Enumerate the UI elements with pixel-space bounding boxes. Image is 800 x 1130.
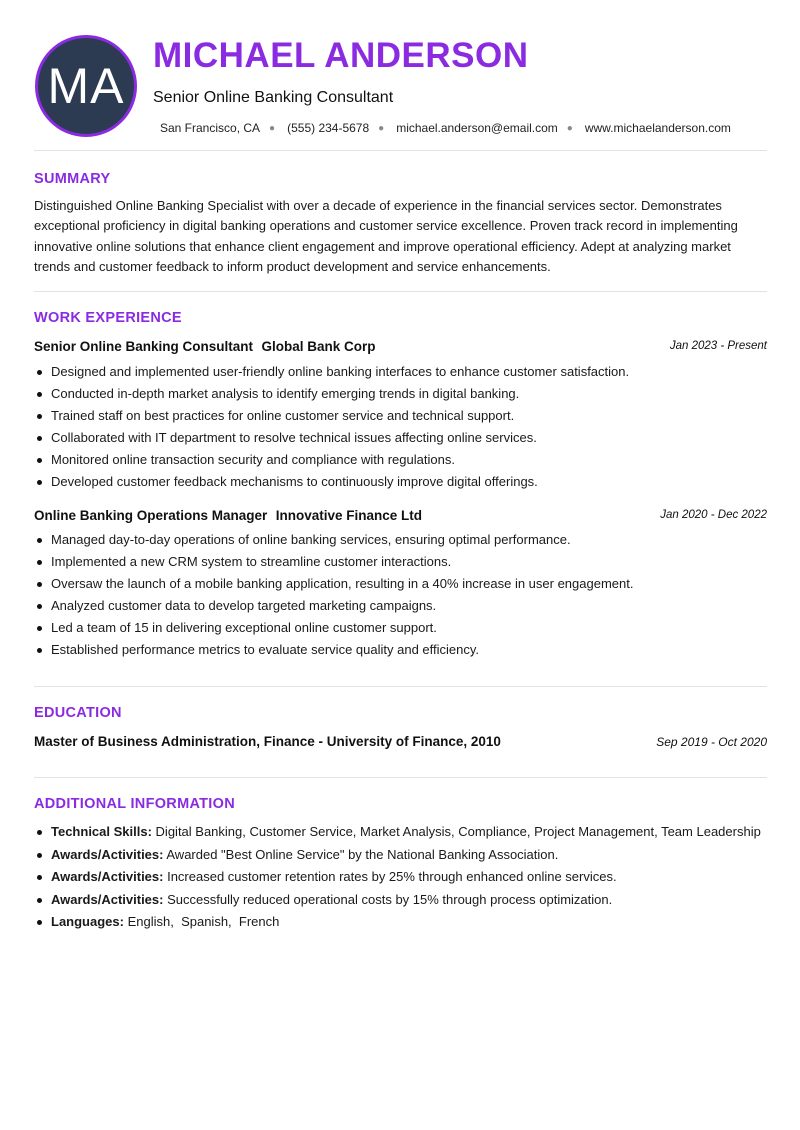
job-date: Jan 2023 - Present	[669, 340, 767, 352]
divider	[34, 291, 767, 292]
list-item: Collaborated with IT department to resolve technical issues affecting online services.	[34, 428, 767, 450]
item-key: Languages:	[51, 914, 124, 929]
job-title: Senior Online Banking Consultant	[153, 89, 394, 106]
list-item: Established performance metrics to evaluate service quality and efficiency.	[34, 640, 767, 662]
email-link[interactable]: michael.anderson@email.com	[396, 121, 558, 135]
divider	[34, 686, 767, 687]
separator-dot-icon: ●	[566, 122, 573, 134]
list-item	[34, 912, 767, 932]
job-header	[34, 338, 767, 358]
item-value: Increased customer retention rates by 25% through enhanced online services.	[167, 869, 617, 884]
section-title-summary: SUMMARY	[34, 171, 111, 187]
resume-header	[0, 0, 800, 150]
separator-dot-icon: ●	[269, 122, 276, 134]
summary-text: Distinguished Online Banking Specialist with over a decade of experience in the financial services sector. Demonstrates exceptional proficiency in digital banking operations and customer service excellence. Proven track record in implementing innovative online solutions that enhance client engagement and improve operational efficiency. Adept at analyzing market trends and customer feedback to inform product development and service enhancements.	[34, 198, 738, 274]
divider	[34, 150, 767, 151]
item-value: Digital Banking, Customer Service, Market Analysis, Compliance, Project Management, Team Leadership	[155, 824, 761, 839]
avatar: MA	[35, 35, 137, 137]
item-value: Awarded "Best Online Service" by the National Banking Association.	[166, 846, 559, 862]
item-key: Awards/Activities:	[51, 846, 164, 862]
degree: Master of Business Administration, Finance - University of Finance, 2010	[34, 734, 501, 749]
candidate-name: MICHAEL ANDERSON	[153, 36, 529, 75]
item-value: Successfully reduced operational costs by 15% through process optimization.	[167, 891, 613, 907]
list-item	[34, 867, 767, 887]
phone: (555) 234-5678	[287, 121, 370, 135]
separator-dot-icon: ●	[378, 122, 385, 134]
item-key: Awards/Activities:	[51, 891, 164, 907]
website-link[interactable]: www.michaelanderson.com	[584, 121, 731, 135]
list-item: Implemented a new CRM system to streamline customer interactions.	[34, 552, 767, 574]
list-item: Trained staff on best practices for online customer service and technical support.	[34, 406, 767, 428]
contact-info	[160, 121, 731, 135]
list-item: Developed customer feedback mechanisms to continuously improve digital offerings.	[34, 472, 767, 494]
job-role: Online Banking Operations Manager	[34, 508, 268, 523]
list-item	[34, 845, 767, 865]
list-item	[34, 890, 767, 910]
list-item	[34, 822, 767, 842]
job-company: Global Bank Corp	[261, 339, 376, 354]
list-item: Monitored online transaction security and compliance with regulations.	[34, 450, 767, 472]
job-company: Innovative Finance Ltd	[275, 508, 423, 523]
item-value: English, Spanish, French	[127, 914, 280, 929]
education-date: Sep 2019 - Oct 2020	[656, 735, 767, 749]
list-item: Analyzed customer data to develop targeted marketing campaigns.	[34, 596, 767, 618]
item-key: Awards/Activities:	[51, 869, 164, 884]
job-header	[34, 507, 767, 527]
job-date: Jan 2020 - Dec 2022	[660, 509, 767, 521]
list-item: Oversaw the launch of a mobile banking application, resulting in a 40% increase in user engagement.	[34, 574, 767, 596]
job-role: Senior Online Banking Consultant	[34, 339, 254, 354]
divider	[34, 777, 767, 778]
job-bullets	[34, 362, 767, 494]
list-item: Designed and implemented user-friendly online banking interfaces to enhance customer satisfaction.	[34, 362, 767, 384]
list-item: Conducted in-depth market analysis to identify emerging trends in digital banking.	[34, 384, 767, 406]
list-item: Led a team of 15 in delivering exceptional online customer support.	[34, 618, 767, 640]
item-key: Technical Skills:	[51, 824, 152, 839]
section-title-education: EDUCATION	[34, 705, 122, 721]
additional-info-list	[34, 822, 767, 935]
education-entry	[34, 733, 767, 753]
list-item: Managed day-to-day operations of online banking services, ensuring optimal performance.	[34, 530, 767, 552]
section-title-additional: ADDITIONAL INFORMATION	[34, 796, 235, 812]
location: San Francisco, CA	[160, 121, 261, 135]
job-bullets	[34, 530, 767, 662]
section-title-experience: WORK EXPERIENCE	[34, 310, 182, 326]
